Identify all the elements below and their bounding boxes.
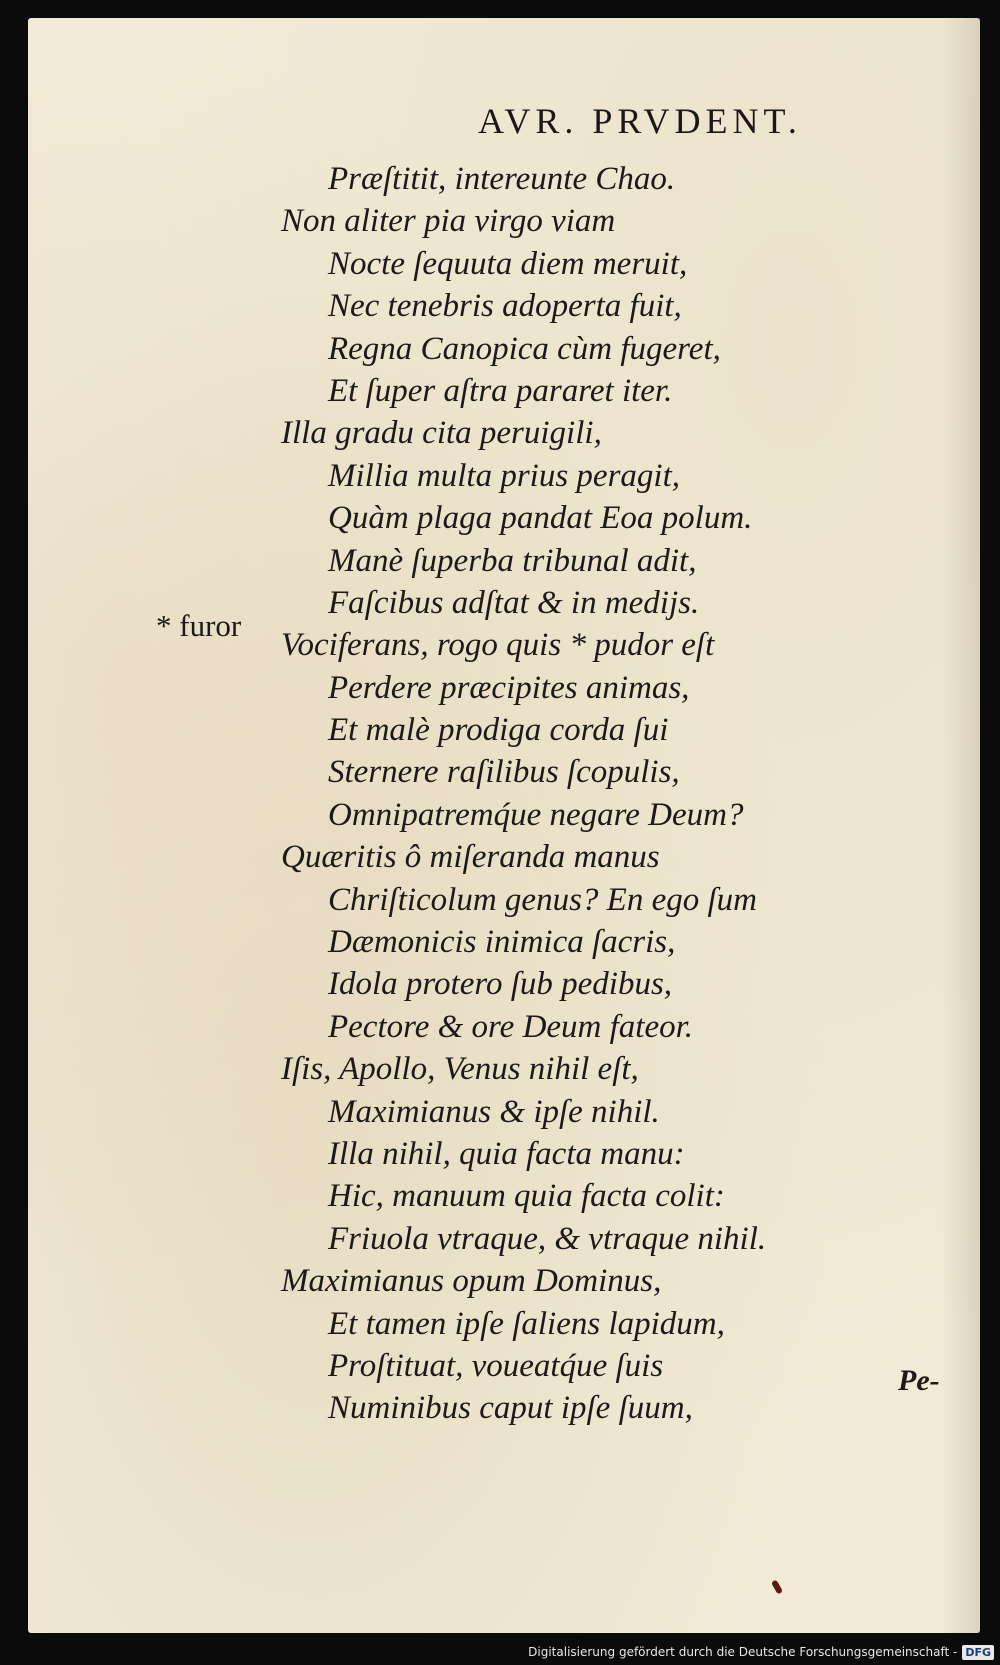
verse-block [28, 158, 980, 1430]
catchword: Pe- [898, 1364, 940, 1397]
verse-line: Et ſuper aſtra pararet iter. [328, 372, 673, 409]
verse-line: Nocte ſequuta diem meruit, [328, 245, 688, 282]
verse-line: Illa gradu cita peruigili, [281, 415, 602, 452]
verse-line: Regna Canopica cùm fugeret, [328, 330, 721, 367]
verse-line: Non aliter pia virgo viam [281, 203, 616, 240]
verse-line: Idola protero ſub pedibus, [328, 966, 673, 1003]
verse-line: Chriſticolum genus? En ego ſum [328, 881, 757, 918]
dfg-logo-icon: DFG [962, 1645, 994, 1660]
verse-line: Et malè prodiga corda ſui [328, 712, 669, 749]
verse-line: Præſtitit, intereunte Chao. [328, 161, 676, 197]
verse-line: Illa nihil, quia facta manu: [328, 1135, 685, 1172]
verse-line: Quàm plaga pandat Eoa polum. [328, 500, 753, 537]
verse-line: Omnipatremq́ue negare Deum? [328, 796, 744, 833]
ink-mark [771, 1579, 783, 1594]
verse-line: Manè ſuperba tribunal adit, [328, 542, 697, 579]
verse-line: Sternere raſilibus ſcopulis, [328, 754, 680, 791]
verse-line: Maximianus & ipſe nihil. [328, 1093, 660, 1130]
verse-line: Vociferans, rogo quis * pudor eſt [281, 627, 715, 664]
verse-line: Iſis, Apollo, Venus nihil eſt, [281, 1051, 639, 1088]
verse-line: Friuola vtraque, & vtraque nihil. [328, 1220, 767, 1257]
verse-line: Et tamen ipſe ſaliens lapidum, [328, 1305, 725, 1342]
verse-line: Millia multa prius peragit, [328, 457, 681, 494]
verse-line: Quæritis ô miſeranda manus [281, 839, 660, 876]
footer-text: Digitalisierung gefördert durch die Deutsche Forschungsgemeinschaft - [528, 1645, 958, 1659]
verse-line: Pectore & ore Deum fateor. [328, 1008, 694, 1045]
verse-line: Numinibus caput ipſe ſuum, [328, 1390, 693, 1427]
margin-note: * furor [156, 608, 242, 643]
verse-line: Nec tenebris adoperta fuit, [328, 288, 682, 325]
verse-line: Dæmonicis inimica ſacris, [328, 924, 676, 961]
verse-line: Faſcibus adſtat & in medijs. [328, 584, 700, 621]
verse-line: Perdere præcipites animas, [328, 669, 690, 706]
running-head: AVR. PRVDENT. [478, 101, 802, 141]
verse-line: Hic, manuum quia facta colit: [328, 1178, 725, 1215]
digitization-footer [528, 1641, 994, 1663]
verse-line: Proſtituat, voueatq́ue ſuis [328, 1347, 664, 1384]
book-page [28, 18, 980, 1633]
verse-line: Maximianus opum Dominus, [281, 1263, 662, 1300]
